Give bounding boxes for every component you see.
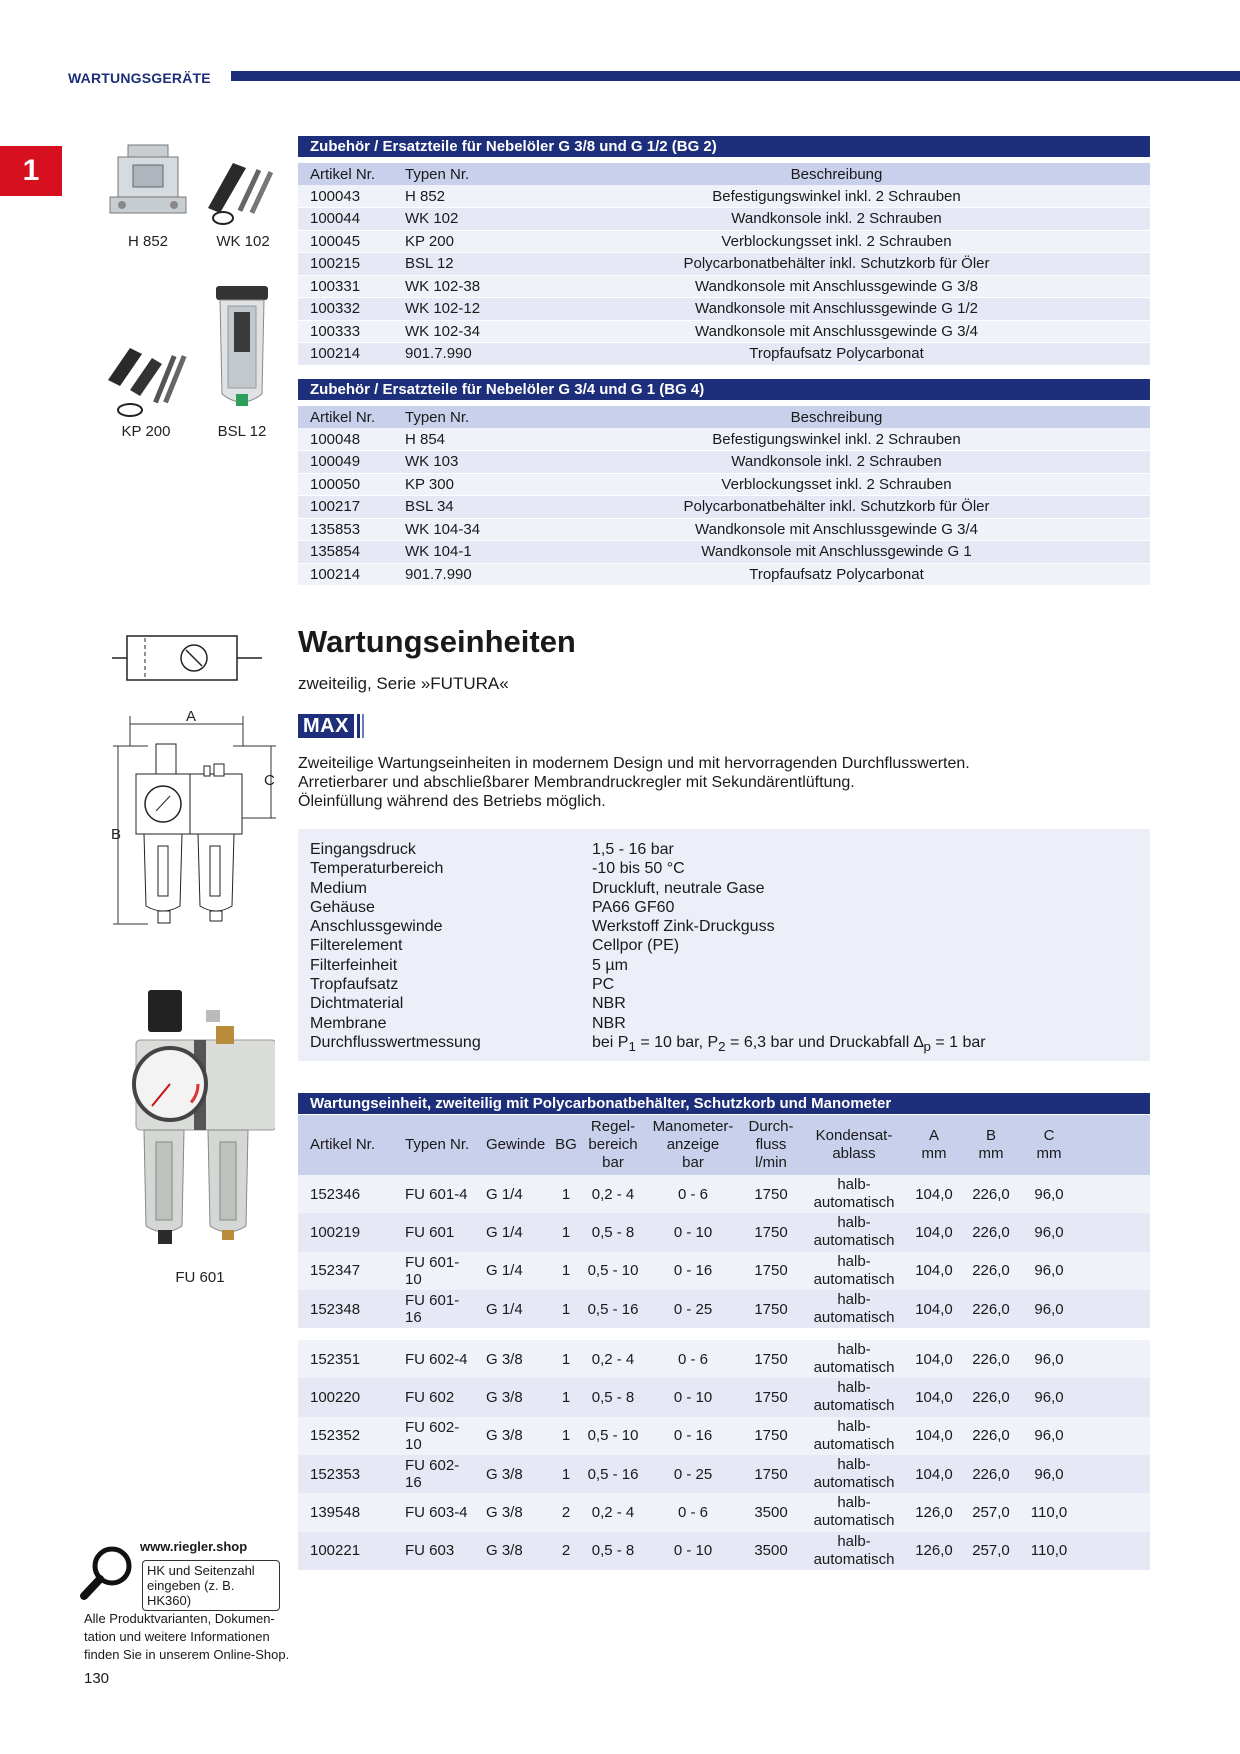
main-cell: FU 601: [393, 1213, 474, 1251]
main-cell: 96,0: [1018, 1175, 1080, 1213]
spec-row: [310, 1014, 1138, 1033]
main-cell: halb- automatisch: [804, 1417, 904, 1455]
spec-key: Eingangsdruck: [310, 841, 416, 858]
main-cell: 104,0: [904, 1455, 964, 1493]
cell-beschreibung: Befestigungswinkel inkl. 2 Schrauben: [523, 185, 1150, 208]
label-h852: H 852: [127, 233, 169, 250]
product-subtitle: zweiteilig, Serie »FUTURA«: [298, 674, 509, 693]
cell-artikel: 100043: [298, 185, 393, 208]
main-cell: 100219: [298, 1213, 393, 1251]
acc1-title: Zubehör / Ersatzteile für Nebelöler G 3/8 und G 1/2 (BG 2): [298, 136, 1150, 157]
spec-key: Membrane: [310, 1014, 387, 1032]
chapter-tab: 1: [0, 146, 62, 196]
cell-artikel: 100049: [298, 451, 393, 474]
spec-value: Cellpor (PE): [592, 937, 680, 955]
col-beschreibung: Beschreibung: [523, 163, 1150, 185]
table-row: [298, 1493, 1150, 1531]
main-table-title: Wartungseinheit, zweiteilig mit Polycarbonatbehälter, Schutzkorb und Manometer: [298, 1093, 1150, 1114]
main-cell: 0,5 - 16: [578, 1290, 648, 1328]
hk-line: eingeben (z. B. HK360): [147, 1578, 235, 1608]
main-col-header: B mm: [964, 1115, 1018, 1175]
main-cell: 152352: [298, 1417, 393, 1455]
cell-artikel: 100214: [298, 343, 393, 366]
main-col-spacer: [1080, 1115, 1150, 1175]
spec-value: Werkstoff Zink-Druckguss: [592, 918, 775, 936]
main-cell: 1750: [738, 1252, 804, 1290]
main-cell-spacer: [1080, 1340, 1150, 1378]
group-gap: [298, 1328, 1150, 1340]
main-col-header: Artikel Nr.: [298, 1115, 393, 1175]
cell-artikel: 100044: [298, 208, 393, 231]
main-cell: 0,2 - 4: [578, 1493, 648, 1531]
main-cell: halb- automatisch: [804, 1532, 904, 1570]
main-cell: 96,0: [1018, 1378, 1080, 1416]
main-cell: 226,0: [964, 1175, 1018, 1213]
main-cell-spacer: [1080, 1213, 1150, 1251]
table-row: [298, 1378, 1150, 1416]
main-cell: 0,5 - 10: [578, 1417, 648, 1455]
main-cell: 1750: [738, 1455, 804, 1493]
main-cell: 1: [554, 1252, 578, 1290]
main-cell: 226,0: [964, 1378, 1018, 1416]
cell-beschreibung: Wandkonsole mit Anschlussgewinde G 1: [523, 541, 1150, 564]
col-typen: Typen Nr.: [393, 406, 523, 428]
main-cell: 1750: [738, 1175, 804, 1213]
dim-label-a: A: [186, 708, 197, 725]
max-badge: [298, 714, 364, 738]
main-cell: 104,0: [904, 1417, 964, 1455]
cell-artikel: 100050: [298, 473, 393, 496]
main-cell: 0 - 6: [648, 1175, 738, 1213]
main-col-header: Typen Nr.: [393, 1115, 474, 1175]
table-row: [298, 563, 1150, 586]
spec-value: -10 bis 50 °C: [592, 860, 685, 878]
note-line: Alle Produktvarianten, Dokumen-: [84, 1611, 275, 1626]
cell-beschreibung: Tropfaufsatz Polycarbonat: [523, 343, 1150, 366]
main-cell: G 1/4: [474, 1252, 554, 1290]
table-row: [298, 1213, 1150, 1251]
spec-row: [310, 936, 1138, 955]
main-cell: G 3/8: [474, 1340, 554, 1378]
cell-beschreibung: Verblockungsset inkl. 2 Schrauben: [523, 473, 1150, 496]
subscript: p: [923, 1039, 931, 1055]
main-cell: G 3/8: [474, 1378, 554, 1416]
label-wk102: WK 102: [216, 233, 270, 250]
spec-value: PA66 GF60: [592, 898, 675, 916]
spec-key: Medium: [310, 879, 367, 897]
cell-beschreibung: Wandkonsole mit Anschlussgewinde G 1/2: [523, 298, 1150, 321]
label-fu601: FU 601: [175, 1269, 225, 1286]
main-cell: 0,2 - 4: [578, 1340, 648, 1378]
cell-typen: H 852: [393, 185, 523, 208]
spec-value: 1,5 - 16 bar: [592, 841, 674, 858]
main-cell: FU 601-10: [393, 1252, 474, 1290]
wallbracket-wk102-image: [198, 148, 288, 228]
main-cell: halb- automatisch: [804, 1455, 904, 1493]
gap-cell: [298, 1328, 1150, 1340]
cell-artikel: 100217: [298, 496, 393, 519]
main-cell: 0,5 - 8: [578, 1213, 648, 1251]
main-cell-spacer: [1080, 1378, 1150, 1416]
main-cell: 104,0: [904, 1252, 964, 1290]
cell-artikel: 100045: [298, 230, 393, 253]
table-row: [298, 320, 1150, 343]
col-beschreibung: Beschreibung: [523, 406, 1150, 428]
fu601-product-image: [130, 988, 275, 1253]
table-row: [298, 1290, 1150, 1328]
cell-typen: WK 102-38: [393, 275, 523, 298]
cell-typen: BSL 12: [393, 253, 523, 276]
main-cell: 152348: [298, 1290, 393, 1328]
spec-key: Filterfeinheit: [310, 956, 398, 974]
main-cell: 1: [554, 1455, 578, 1493]
spec-row: [310, 975, 1138, 994]
spec-row: [310, 994, 1138, 1013]
main-cell: G 3/8: [474, 1417, 554, 1455]
schematic-symbol: [112, 628, 267, 688]
hk-line: HK und Seitenzahl: [147, 1563, 255, 1578]
main-cell: 0,2 - 4: [578, 1175, 648, 1213]
main-cell: 104,0: [904, 1378, 964, 1416]
table-row: [298, 185, 1150, 208]
subscript: 2: [718, 1039, 726, 1055]
table-row: [298, 230, 1150, 253]
main-cell: 226,0: [964, 1340, 1018, 1378]
main-col-header: Manometer- anzeige bar: [648, 1115, 738, 1175]
main-cell-spacer: [1080, 1532, 1150, 1570]
dim-label-b: B: [111, 826, 122, 843]
main-cell: 0 - 16: [648, 1252, 738, 1290]
main-cell: G 1/4: [474, 1175, 554, 1213]
product-title: Wartungseinheiten: [298, 624, 576, 659]
main-cell: 96,0: [1018, 1213, 1080, 1251]
cell-beschreibung: Wandkonsole mit Anschlussgewinde G 3/4: [523, 518, 1150, 541]
main-cell: FU 603-4: [393, 1493, 474, 1531]
cell-beschreibung: Polycarbonatbehälter inkl. Schutzkorb für Öler: [523, 253, 1150, 276]
table-row: [298, 541, 1150, 564]
main-col-header: C mm: [1018, 1115, 1080, 1175]
main-cell: 1750: [738, 1213, 804, 1251]
main-cell: 226,0: [964, 1417, 1018, 1455]
main-cell: halb- automatisch: [804, 1213, 904, 1251]
main-cell: 110,0: [1018, 1493, 1080, 1531]
main-cell: 0 - 10: [648, 1213, 738, 1251]
badge-stripe: [357, 714, 360, 738]
main-cell: 1750: [738, 1417, 804, 1455]
main-cell: 1: [554, 1340, 578, 1378]
cell-artikel: 135853: [298, 518, 393, 541]
table-row: [298, 451, 1150, 474]
main-cell: 96,0: [1018, 1252, 1080, 1290]
main-cell: G 3/8: [474, 1493, 554, 1531]
magnifier-icon: [80, 1544, 136, 1600]
cell-artikel: 100048: [298, 428, 393, 451]
main-cell-spacer: [1080, 1290, 1150, 1328]
main-cell: 0 - 6: [648, 1340, 738, 1378]
cell-typen: WK 104-1: [393, 541, 523, 564]
main-cell: halb- automatisch: [804, 1340, 904, 1378]
main-cell: G 3/8: [474, 1455, 554, 1493]
col-artikel: Artikel Nr.: [298, 163, 393, 185]
spec-row: [310, 859, 1138, 878]
cell-typen: WK 102-12: [393, 298, 523, 321]
main-cell: 1: [554, 1213, 578, 1251]
dimension-drawing: [108, 706, 278, 931]
table-row: [298, 1175, 1150, 1213]
main-cell-spacer: [1080, 1493, 1150, 1531]
main-cell: 152353: [298, 1455, 393, 1493]
cell-typen: WK 103: [393, 451, 523, 474]
spec-key: Tropfaufsatz: [310, 976, 399, 994]
spec-row: [310, 1033, 1138, 1055]
main-cell: 0 - 10: [648, 1532, 738, 1570]
section-title: WARTUNGSGERÄTE: [68, 70, 211, 86]
main-cell: G 1/4: [474, 1290, 554, 1328]
spec-row: [310, 840, 1138, 859]
intro-line: Zweiteilige Wartungseinheiten in modernem Design und mit hervorragenden Durchflusswerten.: [298, 755, 970, 772]
main-cell: 3500: [738, 1493, 804, 1531]
main-cell: 96,0: [1018, 1340, 1080, 1378]
cell-artikel: 100332: [298, 298, 393, 321]
cell-typen: WK 102: [393, 208, 523, 231]
cell-beschreibung: Tropfaufsatz Polycarbonat: [523, 563, 1150, 586]
main-cell: 104,0: [904, 1340, 964, 1378]
cell-beschreibung: Polycarbonatbehälter inkl. Schutzkorb für Öler: [523, 496, 1150, 519]
page-number: 130: [84, 1670, 110, 1687]
table-row: [298, 208, 1150, 231]
acc1-header-row: [298, 163, 1150, 185]
cell-typen: 901.7.990: [393, 563, 523, 586]
main-cell: 0,5 - 8: [578, 1532, 648, 1570]
main-cell: 1750: [738, 1378, 804, 1416]
main-cell: FU 602-16: [393, 1455, 474, 1493]
main-cell: 0 - 25: [648, 1290, 738, 1328]
main-cell: halb- automatisch: [804, 1175, 904, 1213]
spec-value: NBR: [592, 1014, 626, 1032]
note-line: finden Sie in unserem Online-Shop.: [84, 1647, 290, 1662]
table-row: [298, 1532, 1150, 1570]
spec-row: [310, 898, 1138, 917]
spec-key: Filterelement: [310, 937, 403, 955]
main-cell: 3500: [738, 1532, 804, 1570]
main-cell-spacer: [1080, 1455, 1150, 1493]
main-col-header: BG: [554, 1115, 578, 1175]
cell-typen: 901.7.990: [393, 343, 523, 366]
cell-typen: WK 104-34: [393, 518, 523, 541]
main-cell: 0,5 - 10: [578, 1252, 648, 1290]
cell-typen: H 854: [393, 428, 523, 451]
main-cell: G 3/8: [474, 1532, 554, 1570]
table-row: [298, 1455, 1150, 1493]
bowl-bsl12-image: [212, 282, 272, 417]
main-col-header: Durch- fluss l/min: [738, 1115, 804, 1175]
shop-url[interactable]: www.riegler.shop: [140, 1539, 248, 1554]
table-row: [298, 253, 1150, 276]
subscript: 1: [628, 1039, 636, 1055]
main-cell: 226,0: [964, 1455, 1018, 1493]
table-row: [298, 473, 1150, 496]
main-cell: FU 602: [393, 1378, 474, 1416]
main-cell: 257,0: [964, 1493, 1018, 1531]
main-cell: 104,0: [904, 1290, 964, 1328]
acc1-table: [298, 163, 1150, 366]
spec-row: [310, 956, 1138, 975]
cell-artikel: 100333: [298, 320, 393, 343]
cell-beschreibung: Befestigungswinkel inkl. 2 Schrauben: [523, 428, 1150, 451]
main-cell: 139548: [298, 1493, 393, 1531]
main-cell: 96,0: [1018, 1417, 1080, 1455]
page-header: [68, 68, 1240, 90]
main-cell: 110,0: [1018, 1532, 1080, 1570]
main-cell: 104,0: [904, 1213, 964, 1251]
header-rule: [231, 71, 1240, 81]
spec-value: Druckluft, neutrale Gase: [592, 879, 765, 897]
main-col-header: Kondensat- ablass: [804, 1115, 904, 1175]
cell-beschreibung: Verblockungsset inkl. 2 Schrauben: [523, 230, 1150, 253]
label-bsl12: BSL 12: [217, 423, 267, 440]
blockset-kp200-image: [100, 340, 190, 420]
spec-key: Temperaturbereich: [310, 860, 444, 878]
table-row: [298, 1340, 1150, 1378]
table-row: [298, 1417, 1150, 1455]
main-cell: 1: [554, 1417, 578, 1455]
spec-key: Durchflusswertmessung: [310, 1033, 481, 1051]
product-intro: [298, 754, 970, 811]
cell-typen: BSL 34: [393, 496, 523, 519]
main-header-row: [298, 1115, 1150, 1175]
main-cell: 96,0: [1018, 1455, 1080, 1493]
main-cell: halb- automatisch: [804, 1252, 904, 1290]
main-cell: G 1/4: [474, 1213, 554, 1251]
main-cell: 1: [554, 1378, 578, 1416]
main-cell: 226,0: [964, 1252, 1018, 1290]
main-cell: 104,0: [904, 1175, 964, 1213]
main-cell: 2: [554, 1493, 578, 1531]
cell-artikel: 100214: [298, 563, 393, 586]
badge-stripe: [362, 714, 364, 738]
main-cell: FU 601-4: [393, 1175, 474, 1213]
main-cell-spacer: [1080, 1417, 1150, 1455]
bracket-h852-image: [108, 140, 188, 230]
main-cell: 96,0: [1018, 1290, 1080, 1328]
main-cell: FU 601-16: [393, 1290, 474, 1328]
main-cell: 152351: [298, 1340, 393, 1378]
main-cell: halb- automatisch: [804, 1378, 904, 1416]
cell-beschreibung: Wandkonsole inkl. 2 Schrauben: [523, 451, 1150, 474]
spec-key: Gehäuse: [310, 898, 375, 916]
main-table: [298, 1115, 1150, 1570]
main-col-header: A mm: [904, 1115, 964, 1175]
cell-artikel: 100331: [298, 275, 393, 298]
main-col-header: Gewinde: [474, 1115, 554, 1175]
main-cell: 0 - 16: [648, 1417, 738, 1455]
spec-key: Dichtmaterial: [310, 995, 404, 1013]
acc2-table: [298, 406, 1150, 586]
cell-beschreibung: Wandkonsole inkl. 2 Schrauben: [523, 208, 1150, 231]
hk-hint: [142, 1560, 280, 1611]
main-cell: 226,0: [964, 1290, 1018, 1328]
main-cell: 152346: [298, 1175, 393, 1213]
main-cell-spacer: [1080, 1252, 1150, 1290]
intro-line: Öleinfüllung während des Betriebs möglich.: [298, 793, 606, 810]
main-cell: 1750: [738, 1340, 804, 1378]
note-line: tation und weitere Informationen: [84, 1629, 270, 1644]
main-cell: 0,5 - 8: [578, 1378, 648, 1416]
main-cell: 226,0: [964, 1213, 1018, 1251]
spec-key: Anschlussgewinde: [310, 918, 443, 936]
main-cell: 0,5 - 16: [578, 1455, 648, 1493]
spec-row: [310, 879, 1138, 898]
max-badge-label: MAX: [298, 714, 354, 738]
spec-value: PC: [592, 976, 615, 994]
cell-artikel: 135854: [298, 541, 393, 564]
cell-beschreibung: Wandkonsole mit Anschlussgewinde G 3/4: [523, 320, 1150, 343]
main-cell: 0 - 25: [648, 1455, 738, 1493]
main-cell: 257,0: [964, 1532, 1018, 1570]
spec-row: [310, 917, 1138, 936]
main-col-header: Regel- bereich bar: [578, 1115, 648, 1175]
main-cell: 0 - 10: [648, 1378, 738, 1416]
intro-line: Arretierbarer und abschließbarer Membrandruckregler mit Sekundärentlüftung.: [298, 774, 855, 791]
acc2-header-row: [298, 406, 1150, 428]
table-row: [298, 518, 1150, 541]
main-cell: FU 602-4: [393, 1340, 474, 1378]
spec-value: 5 µm: [592, 956, 628, 974]
cell-typen: WK 102-34: [393, 320, 523, 343]
cell-beschreibung: Wandkonsole mit Anschlussgewinde G 3/8: [523, 275, 1150, 298]
main-cell: 1750: [738, 1290, 804, 1328]
dim-label-c: C: [264, 772, 275, 789]
footer-note: [84, 1610, 304, 1664]
main-cell-spacer: [1080, 1175, 1150, 1213]
spec-value: bei $P_1 = 10$ bar, $P_2 = 6,3$ bar und Druckabfall $\Delta_p = 1$ bar: [592, 1033, 986, 1055]
table-row: [298, 428, 1150, 451]
main-cell: halb- automatisch: [804, 1493, 904, 1531]
table-row: [298, 496, 1150, 519]
main-cell: 100220: [298, 1378, 393, 1416]
main-cell: 0 - 6: [648, 1493, 738, 1531]
main-cell: halb- automatisch: [804, 1290, 904, 1328]
spec-box: [298, 829, 1150, 1061]
cell-typen: KP 200: [393, 230, 523, 253]
table-row: [298, 275, 1150, 298]
col-typen: Typen Nr.: [393, 163, 523, 185]
cell-typen: KP 300: [393, 473, 523, 496]
label-kp200: KP 200: [121, 423, 171, 440]
col-artikel: Artikel Nr.: [298, 406, 393, 428]
spec-value: NBR: [592, 995, 626, 1013]
cell-artikel: 100215: [298, 253, 393, 276]
table-row: [298, 343, 1150, 366]
main-cell: 1: [554, 1290, 578, 1328]
main-cell: FU 602-10: [393, 1417, 474, 1455]
main-cell: FU 603: [393, 1532, 474, 1570]
main-cell: 2: [554, 1532, 578, 1570]
table-row: [298, 298, 1150, 321]
main-cell: 152347: [298, 1252, 393, 1290]
table-row: [298, 1252, 1150, 1290]
main-cell: 1: [554, 1175, 578, 1213]
main-cell: 126,0: [904, 1493, 964, 1531]
main-cell: 100221: [298, 1532, 393, 1570]
main-cell: 126,0: [904, 1532, 964, 1570]
acc2-title: Zubehör / Ersatzteile für Nebelöler G 3/4 und G 1 (BG 4): [298, 379, 1150, 400]
